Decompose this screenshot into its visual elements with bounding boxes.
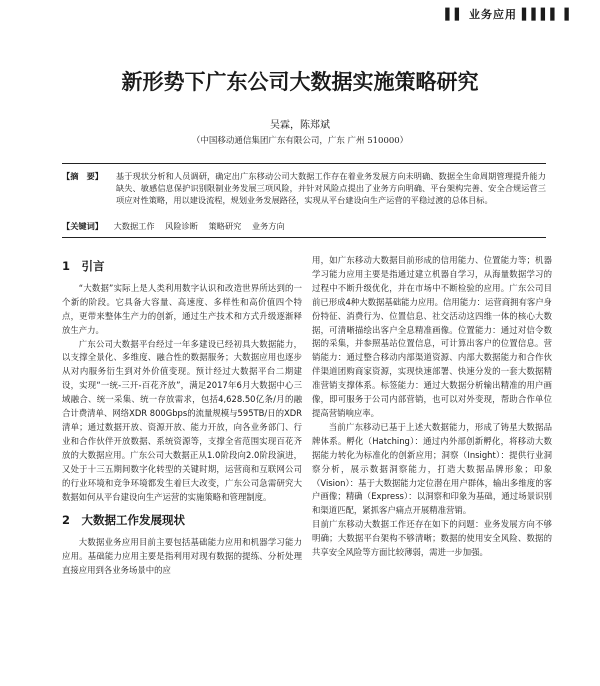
- body-paragraph: “大数据”实际上是人类利用数字认识和改造世界所达到的一个新的阶段。它具备大容量、高速度、多样性和高价值四个特点，更带来整体生产力的创新，通过生产技术和方式升级逐渐释放生产力。: [62, 282, 302, 335]
- paper-title: 新形势下广东公司大数据实施策略研究: [121, 70, 479, 94]
- right-column: [312, 254, 552, 560]
- keyword-item: 大数据工作: [113, 221, 155, 231]
- keyword-item: 风险诊断: [165, 221, 198, 231]
- abstract-label: 【摘 要】: [62, 171, 103, 181]
- body-paragraph: 目前广东移动大数据工作还存在如下的问题：业务发展方向不够明确；大数据平台架构不够清晰；数据的使用安全风险、数据的共享安全风险等方面比较薄弱，需进一步加强。: [312, 519, 552, 558]
- section-heading-introduction: 1 引言: [62, 259, 105, 273]
- body-paragraph: 当前广东移动已基于上述大数据能力，形成了铸星大数据品牌体系。孵化（Hatching）：通过内外部创新孵化，将移动大数据能力转化为标准化的创新应用；洞察（Insight）：提供行业洞察分析，展示数据洞察能力，打造大数据品牌形象；印象（Vision）：基于大数据能力定位潜在用户群体，输出多维度的客户画像；精确（Express）：以洞察和印象为基础，通过场景识别和渠道匹配，紧抓客户痛点开展精准营销。: [312, 421, 552, 516]
- keywords-bottom-rule: [62, 237, 546, 238]
- body-paragraph: 大数据业务应用目前主要包括基础能力应用和机器学习能力应用。基础能力应用主要是指利用对现有数据的提练、分析处理直接应用到各业务场景中的应: [62, 537, 302, 576]
- body-paragraph: 广东公司大数据平台经过一年多建设已经初具大数据能力，以支撑全景化、多维度、融合性的数据服务；大数据应用也逐步从对内服务衍生到对外价值变现。预计经过大数据平台二期建设，实现“一统-三开-百花齐放”，满足2017年6月大数据中心三域融合、统一采集、统一存放需求，包括4,628.50亿条/月的融合计费清单、网络XDR 800Gbps的流量规模与595TB/日的XDR清单；通过数据开放、资源开放、能力开放，向各业务部门、行业和合作伙伴开放数据、系统资源等，支撑全省范围实现百花齐放的大数据应用。广东公司大数据正从1.0阶段向2.0阶段演进，又处于十三五期间数字化转型的关键时期，运营商和互联网公司的行业环境和竞争环境都发生着巨大改变，广东公司急需研究大数据如何从平台建设向生产运营的实施策略和管理制度。: [62, 338, 302, 502]
- paper-authors: 吴霖，陈郑斌: [270, 120, 330, 131]
- journal-section-label: ▌▌ 业务应用 ▌▌▌▌ ▌: [445, 8, 574, 21]
- paper-affiliation: （中国移动通信集团广东有限公司，广东 广州 510000）: [191, 136, 409, 146]
- left-column: [62, 254, 302, 578]
- abstract-text: 基于现状分析和人员调研，确定出广东移动公司大数据工作存在着业务发展方向未明确、数据全生命周期管理提升能力缺失、敏感信息保护识别限制业务发展三项风险，并针对风险点提出了业务方向明确、平台架构完善、安全合规运营三项应对性策略，用以建设流程，规划业务发展路径，实现从平台建设向生产运营的平稳过渡的总体目标。: [116, 171, 546, 205]
- abstract-top-rule: [62, 163, 546, 164]
- section-heading-status: 2 大数据工作发展现状: [62, 513, 186, 528]
- keyword-item: 策略研究: [208, 221, 242, 231]
- abstract-block: [62, 170, 546, 206]
- keywords-block: [62, 221, 293, 232]
- body-paragraph: 用，如广东移动大数据目前形成的信用能力、位置能力等；机器学习能力应用主要是指通过建立机器自学习，从海量数据学习的过程中不断升级优化，并在市场中不断检验的应用。广东公司目前已形成4种大数据基础能力应用。信用能力：运营商拥有客户身份特征、消费行为、位置信息、社交活动这四维一体的核心大数据，可清晰描绘出客户全息精准画像。位置能力：通过对信令数据的采集，并参照基站位置信息，可计算出客户的位置信息。营销能力：通过整合移动内部渠道资源、内部大数据能力和合作伙伴渠道团购商家资源，实现快速部署、快速分发的一套大数据精准营销支撑体系。标签能力：通过大数据分析输出精准的用户画像，即可服务于公司内部营销，也可以对外变现，帮助合作单位提高营销响应率。: [312, 255, 552, 418]
- keyword-item: 业务方向: [251, 221, 285, 231]
- keywords-label: 【关键词】: [62, 221, 103, 231]
